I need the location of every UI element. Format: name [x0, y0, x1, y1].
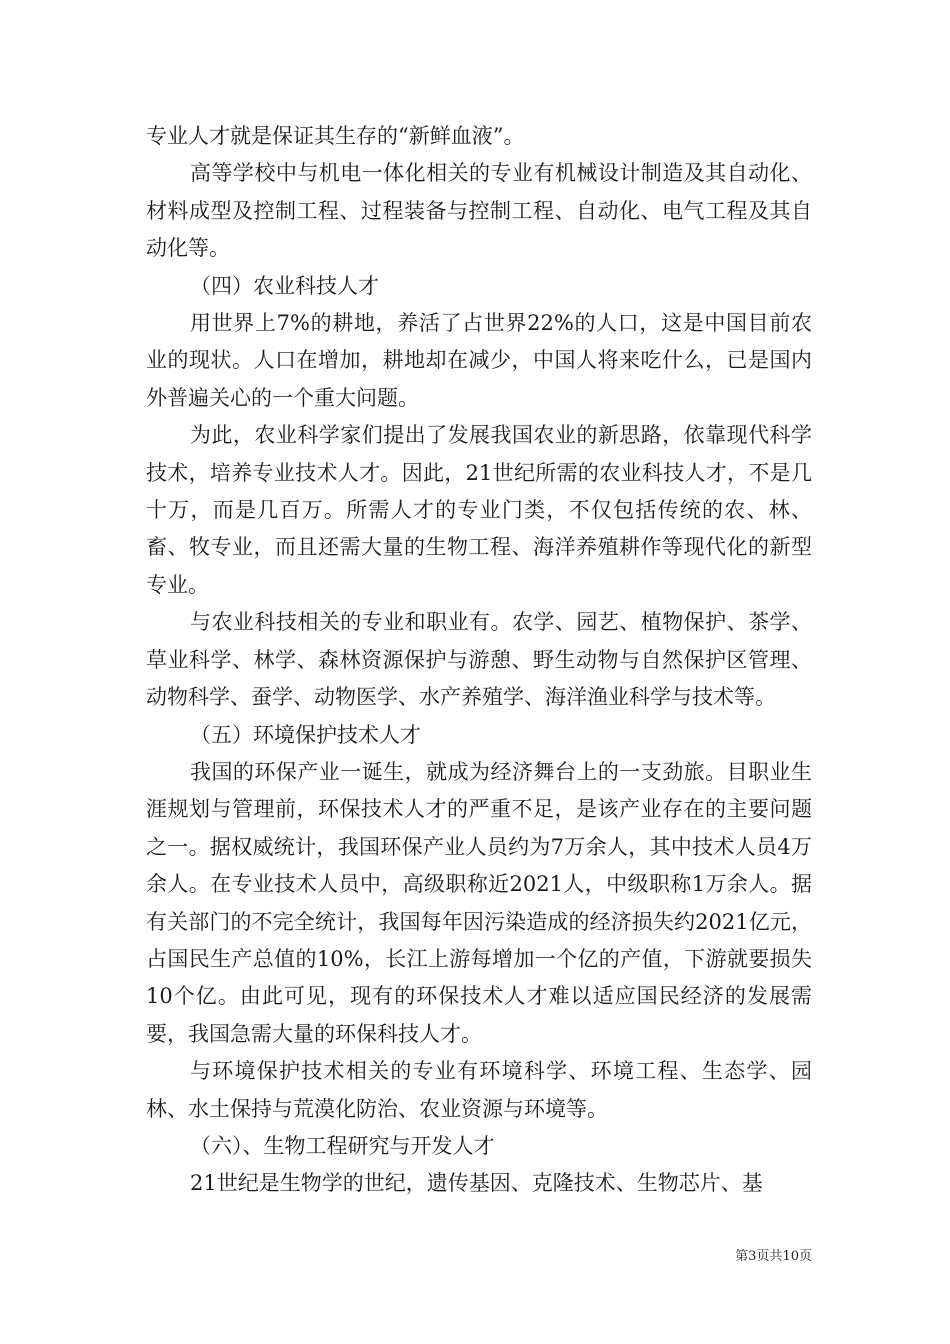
paragraph-4: 为此，农业科学家们提出了发展我国农业的新思路，依靠现代科学技术，培养专业技术人才。因此，21世纪所需的农业科技人才，不是几十万，而是几百万。所需人才的专业门类，不仅包括传统的农、林、畜、牧专业，而且还需大量的生物工程、海洋养殖耕作等现代化的新型专业。	[146, 423, 812, 597]
paragraph-3: 用世界上7%的耕地，养活了占世界22%的人口，这是中国目前农业的现状。人口在增加，耕地却在减少，中国人将来吃什么，已是国内外普遍关心的一个重大问题。	[146, 311, 812, 410]
page-number-footer: 第3页共10页	[735, 1249, 812, 1264]
paragraph-6: 我国的环保产业一诞生，就成为经济舞台上的一支劲旅。目职业生涯规划与管理前，环保技术人才的严重不足，是该产业存在的主要问题之一。据权威统计，我国环保产业人员约为7万余人，其中技术人员4万余人。在专业技术人员中，高级职称近2021人，中级职称1万余人。据有关部门的不完全统计，我国每年因污染造成的经济损失约2021亿元，占国民生产总值的10%，长江上游每增加一个亿的产值，下游就要损失10个亿。由此可见，现有的环保技术人才难以适应国民经济的发展需要，我国急需大量的环保科技人才。	[146, 759, 812, 1046]
section-heading-6: （六）、生物工程研究与开发人才	[190, 1133, 495, 1158]
paragraph-2: 高等学校中与机电一体化相关的专业有机械设计制造及其自动化、材料成型及控制工程、过程装备与控制工程、自动化、电气工程及其自动化等。	[146, 161, 812, 261]
section-heading-5: （五）环境保护技术人才	[190, 722, 421, 747]
paragraph-7: 与环境保护技术相关的专业有环境科学、环境工程、生态学、园林、水土保持与荒漠化防治、农业资源与环境等。	[146, 1059, 812, 1121]
paragraph-8: 21世纪是生物学的世纪，遗传基因、克隆技术、生物芯片、基	[190, 1171, 763, 1196]
paragraph-5: 与农业科技相关的专业和职业有。农学、园艺、植物保护、茶学、草业科学、林学、森林资源保护与游憩、野生动物与自然保护区管理、动物科学、蚕学、动物医学、水产养殖学、海洋渔业科学与技术等。	[146, 610, 812, 710]
document-body	[146, 118, 812, 1203]
section-heading-4: （四）农业科技人才	[190, 273, 379, 298]
paragraph-1: 专业人才就是保证其生存的“新鲜血液”。	[146, 124, 525, 148]
